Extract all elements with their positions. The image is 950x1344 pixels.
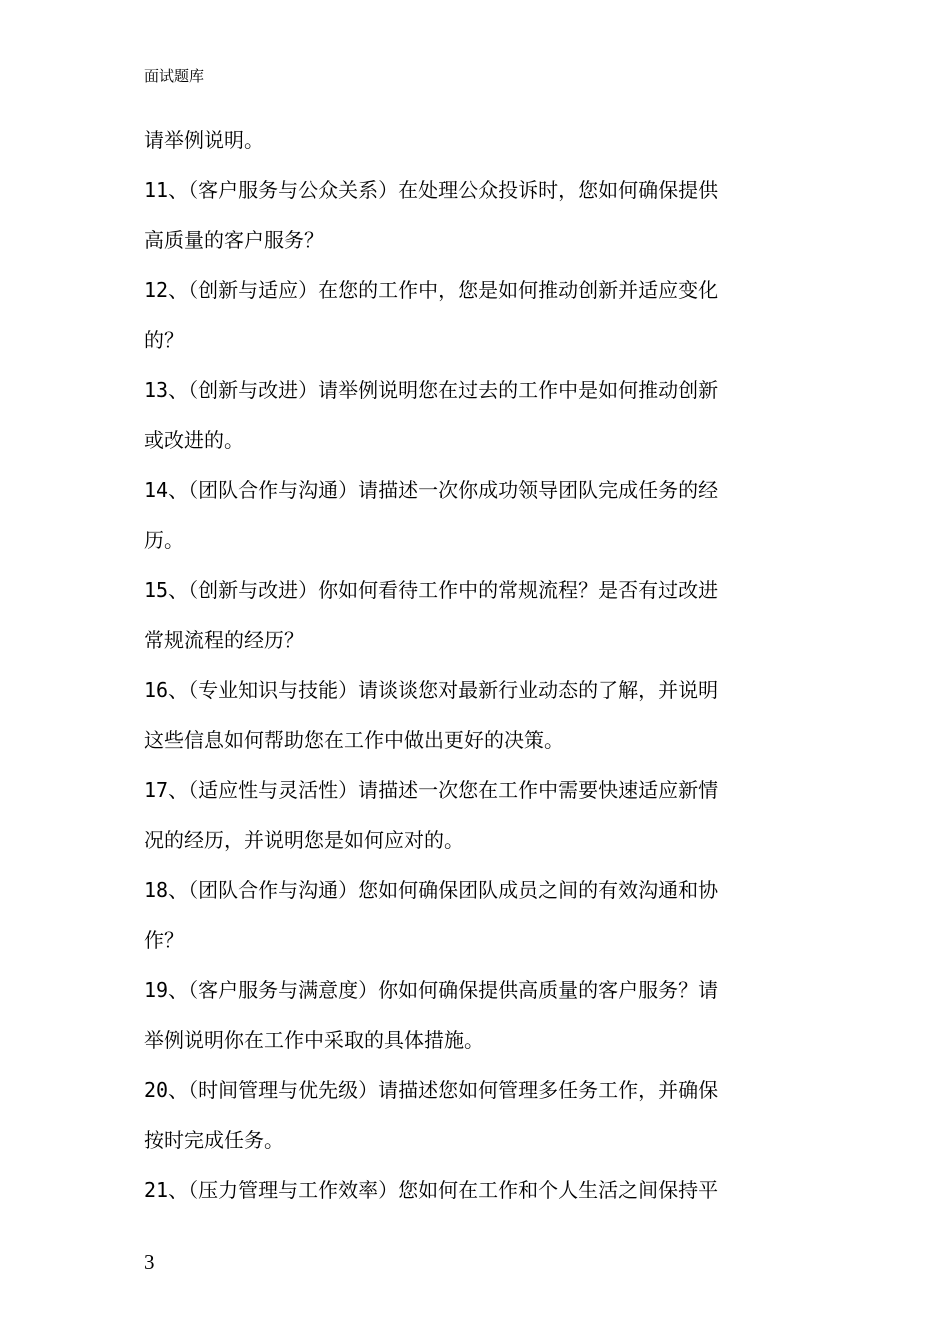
body-text <box>144 128 812 1228</box>
page-number: 3 <box>144 1250 155 1274</box>
question-19-line-1: 19、（客户服务与满意度）你如何确保提供高质量的客户服务？请 <box>144 978 719 1002</box>
question-12-line-2: 的？ <box>144 328 184 352</box>
question-18-line-2: 作？ <box>144 928 184 952</box>
running-header: 面试题库 <box>144 67 205 85</box>
question-20-line-1: 20、（时间管理与优先级）请描述您如何管理多任务工作，并确保 <box>144 1078 719 1102</box>
question-16-line-2: 这些信息如何帮助您在工作中做出更好的决策。 <box>144 728 564 752</box>
question-15-line-2: 常规流程的经历？ <box>144 628 304 652</box>
question-17-line-2: 况的经历，并说明您是如何应对的。 <box>144 828 464 852</box>
question-13-line-2: 或改进的。 <box>144 428 244 452</box>
question-19-line-2: 举例说明你在工作中采取的具体措施。 <box>144 1028 484 1052</box>
question-15-line-1: 15、（创新与改进）你如何看待工作中的常规流程？是否有过改进 <box>144 578 719 602</box>
question-14-line-1: 14、（团队合作与沟通）请描述一次你成功领导团队完成任务的经 <box>144 478 719 502</box>
question-13-line-1: 13、（创新与改进）请举例说明您在过去的工作中是如何推动创新 <box>144 378 719 402</box>
question-20-line-2: 按时完成任务。 <box>144 1128 284 1152</box>
question-11-line-1: 11、（客户服务与公众关系）在处理公众投诉时，您如何确保提供 <box>144 178 719 202</box>
text-line: 请举例说明。 <box>144 128 264 152</box>
question-14-line-2: 历。 <box>144 528 184 552</box>
question-11-line-2: 高质量的客户服务？ <box>144 228 324 252</box>
question-12-line-1: 12、（创新与适应）在您的工作中，您是如何推动创新并适应变化 <box>144 278 719 302</box>
question-16-line-1: 16、（专业知识与技能）请谈谈您对最新行业动态的了解，并说明 <box>144 678 719 702</box>
question-21-line-1: 21、（压力管理与工作效率）您如何在工作和个人生活之间保持平 <box>144 1178 719 1202</box>
question-17-line-1: 17、（适应性与灵活性）请描述一次您在工作中需要快速适应新情 <box>144 778 719 802</box>
question-18-line-1: 18、（团队合作与沟通）您如何确保团队成员之间的有效沟通和协 <box>144 878 719 902</box>
